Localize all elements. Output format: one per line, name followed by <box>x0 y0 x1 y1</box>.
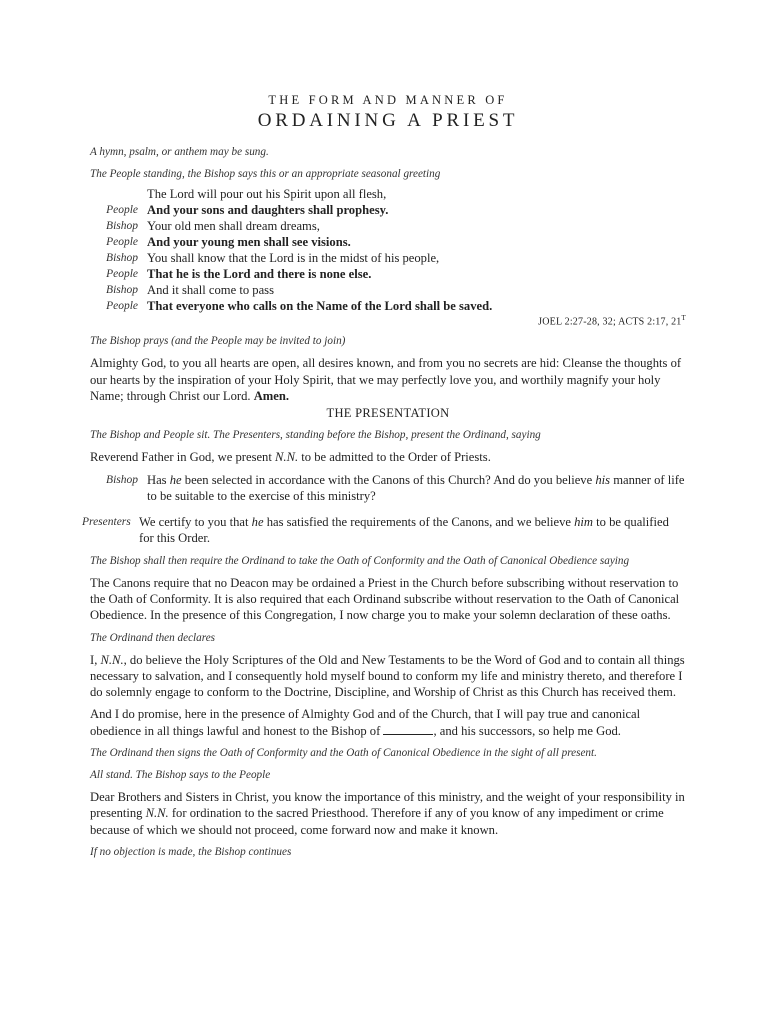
ordinand-declaration <box>90 652 686 701</box>
diocese-blank-line <box>383 724 433 735</box>
statement-text: Reverend Father in God, we present <box>90 450 276 465</box>
versicle-line <box>90 282 686 298</box>
text-fragment: , do believe the Holy Scriptures of the Old and New Testaments to be the Word of God and to contain all things necessary to salvation, and I consequently hold myself bound to conform my life and ministry thereto, and therefore I do solemnly engage to conform to the Doctrine, Discipline, and Worship of Christ as this Church has received them. <box>90 652 685 700</box>
rubric-sit: The Bishop and People sit. The Presenters, standing before the Bishop, present the Ordinand, saying <box>90 429 541 442</box>
text-fragment: has satisfied the requirements of the Canons, and we believe <box>263 515 575 530</box>
text-fragment: , and his successors, so help me God. <box>433 723 621 738</box>
speaker-label: People <box>106 236 138 248</box>
text-fragment: And I do promise, here in the presence of Almighty God and of the Church, that I will pay true and canonical obedience in all things lawful and honest to the Bishop of <box>90 707 641 738</box>
response-text: And your young men shall see visions. <box>147 235 351 249</box>
speaker-label: People <box>106 268 138 280</box>
rubric-prays: The Bishop prays (and the People may be invited to join) <box>90 335 346 348</box>
text-fragment: I, <box>90 652 101 667</box>
title-line-1: THE FORM AND MANNER OF <box>268 93 508 107</box>
pronoun: he <box>251 515 264 530</box>
obedience-promise <box>90 706 686 739</box>
versicle-text: You shall know that the Lord is in the midst of his people, <box>147 251 440 265</box>
response-text: That he is the Lord and there is none else. <box>147 267 372 281</box>
versicle-line <box>90 202 686 218</box>
versicle-text: The Lord will pour out his Spirit upon all flesh, <box>147 187 387 201</box>
speaker-label: Presenters <box>82 516 131 529</box>
ordinand-name-placeholder: N.N. <box>145 806 169 821</box>
speaker-label: People <box>106 204 138 216</box>
text-fragment: Has <box>147 472 170 487</box>
text-fragment: for ordination to the sacred Priesthood. Therefore if any of you know of any impediment or crime because of which we should not proceed, come forward now and make it known. <box>90 806 664 837</box>
pronoun: him <box>574 515 593 530</box>
question-text <box>147 472 686 505</box>
pronoun: he <box>169 472 182 487</box>
ordinand-name-placeholder: N.N. <box>275 450 299 465</box>
speaker-label: Bishop <box>106 220 138 232</box>
scripture-citation <box>90 314 686 327</box>
statement-text: to be admitted to the Order of Priests. <box>298 450 491 465</box>
speaker-label: Bishop <box>106 252 138 264</box>
text-fragment: been selected in accordance with the Canons of this Church? And do you believe <box>181 472 596 487</box>
amen-text: Amen. <box>253 388 290 403</box>
text-fragment: Dear Brothers and Sisters in Christ, you know the importance of this ministry, and the weight of your responsibility in presenting <box>90 790 685 821</box>
document-page <box>82 93 686 860</box>
bishop-question <box>90 472 686 505</box>
versicle-text: Your old men shall dream dreams, <box>147 219 320 233</box>
rubric-greeting: The People standing, the Bishop says this or an appropriate seasonal greeting <box>90 168 441 180</box>
citation-superscript: T <box>681 314 686 322</box>
speaker-label: People <box>106 300 138 312</box>
versicle-line <box>90 186 686 202</box>
title-line-2: ORDAINING A PRIEST <box>257 110 519 131</box>
rubric-oath: The Bishop shall then require the Ordinand to take the Oath of Conformity and the Oath of Canonical Obedience saying <box>90 554 630 567</box>
speaker-label: Bishop <box>106 284 138 296</box>
text-fragment: We certify to you that <box>139 515 252 530</box>
presentation-statement <box>90 449 686 465</box>
versicle-line <box>90 266 686 282</box>
bishop-address <box>90 789 686 838</box>
rubric-signs: The Ordinand then signs the Oath of Conformity and the Oath of Canonical Obedience in the sight of all present. <box>90 747 597 760</box>
pronoun: his <box>595 472 611 487</box>
response-text: That everyone who calls on the Name of the Lord shall be saved. <box>147 299 493 313</box>
canons-charge: The Canons require that no Deacon may be ordained a Priest in the Church before subscribing without reservation to the Oath of Conformity. It is also required that each Ordinand subscribe without reservation to the Oath of Canonical Obedience. In the presence of this Congregation, I now charge you to make your solemn declaration of these oaths. <box>90 575 680 623</box>
versicle-line <box>90 298 686 314</box>
speaker-label: Bishop <box>106 473 138 486</box>
rubric-declares: The Ordinand then declares <box>90 631 216 644</box>
ordinand-name-placeholder: N.N. <box>100 652 124 667</box>
versicle-text: And it shall come to pass <box>147 283 274 297</box>
versicle-line <box>90 234 686 250</box>
response-text: And your sons and daughters shall prophesy. <box>147 203 389 217</box>
section-heading-presentation: THE PRESENTATION <box>326 406 450 421</box>
versicle-line <box>90 250 686 266</box>
rubric-continues: If no objection is made, the Bishop continues <box>90 845 292 858</box>
versicle-line <box>90 218 686 234</box>
presenters-answer <box>82 514 686 547</box>
citation-text: JOEL 2:27-28, 32; ACTS 2:17, 21 <box>538 316 682 328</box>
text-fragment: to be qualified for this Order. <box>139 515 669 546</box>
answer-text <box>139 514 686 547</box>
collect-text: Almighty God, to you all hearts are open, all desires known, and from you no secrets are hid: Cleanse the thoughts of our hearts by the inspiration of your Holy Spirit, that we may perfectly love you, and worthily magnify your holy Name; through Christ our Lord. <box>90 356 682 403</box>
rubric-stand: All stand. The Bishop says to the People <box>90 769 271 782</box>
versicles <box>90 186 686 314</box>
text-fragment: manner of life to be suitable to the exercise of this ministry? <box>147 472 685 503</box>
collect-prayer <box>90 355 686 404</box>
speaker-label <box>90 186 147 202</box>
rubric-hymn: A hymn, psalm, or anthem may be sung. <box>90 146 269 158</box>
